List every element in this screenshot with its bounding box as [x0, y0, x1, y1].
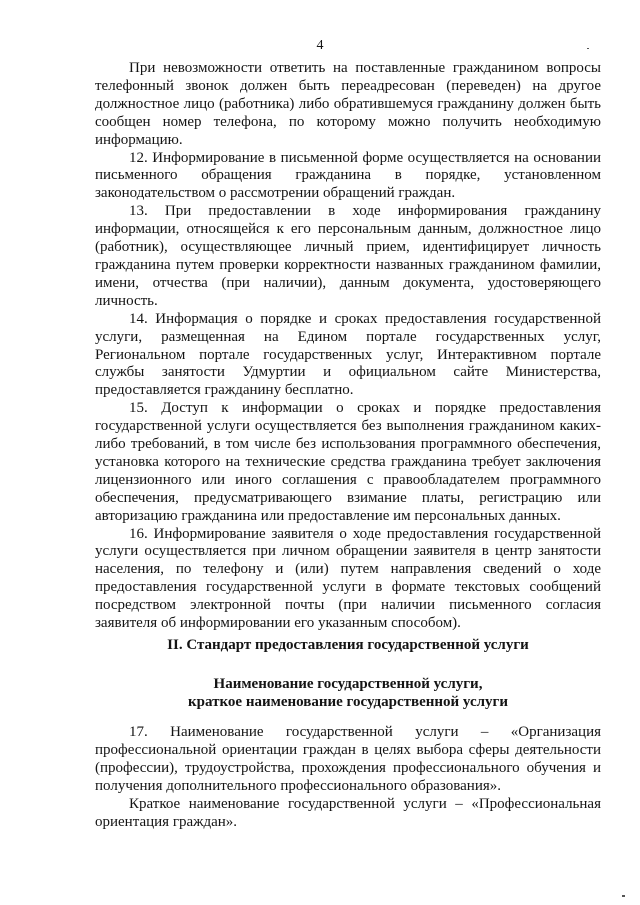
paragraph-17: 17. Наименование государственной услуги – «Организация профессиональной ориентации граждан в целях выбора сферы деятельности (профессии), трудоустройства, прохождения профессионального обучения и получения дополнительного профессионального образования».	[95, 724, 601, 794]
sub-heading	[95, 675, 601, 711]
body-text-block	[95, 60, 601, 633]
scan-speck	[622, 895, 625, 897]
page-number: 4	[316, 38, 324, 53]
paragraph-short-name: Краткое наименование государственной услуги – «Профессиональная ориентация граждан».	[95, 795, 601, 830]
sub-heading-line-2: краткое наименование государственной услуги	[188, 694, 508, 710]
paragraph: При невозможности ответить на поставленные гражданином вопросы телефонный звонок должен быть переадресован (переведен) на другое должностное лицо (работника) либо обратившемуся гражданину должен быть сообщен номер телефона, по которому можно получить необходимую информацию.	[95, 60, 601, 148]
scan-speck	[587, 48, 589, 49]
paragraph-15: 15. Доступ к информации о сроках и порядке предоставления государственной услуги осуществляется без выполнения гражданином каких-либо требований, в том числе без использования программного обеспечения, установка которого на технические средства гражданина требует заключения лицензионного или иного соглашения с правообладателем программного обеспечения, предусматривающего взимание платы, регистрацию или авторизацию гражданина или предоставление им персональных данных.	[95, 400, 601, 524]
body-text-block-2	[95, 724, 601, 831]
paragraph-16: 16. Информирование заявителя о ходе предоставления государственной услуги осуществляется при личном обращении заявителя в центр занятости населения, по телефону и (или) путем направления сведений о ходе предоставления государственной услуги в формате текстовых сообщений посредством электронной почты (при наличии письменного согласия заявителя об информировании его указанным способом).	[95, 525, 601, 632]
paragraph-13: 13. При предоставлении в ходе информирования гражданину информации, относящейся к его персональным данным, должностное лицо (работник), осуществляющее личный прием, идентифицирует личность гражданина путем проверки корректности названных гражданином фамилии, имени, отчества (при наличии), данным документа, удостоверяющего личность.	[95, 203, 601, 309]
sub-heading-line-1: Наименование государственной услуги,	[213, 676, 483, 692]
paragraph-12: 12. Информирование в письменной форме осуществляется на основании письменного обращения гражданина в порядке, установленном законодательством о рассмотрении обращений граждан.	[95, 149, 601, 202]
section-heading: II. Стандарт предоставления государственной услуги	[167, 637, 529, 653]
paragraph-14: 14. Информация о порядке и сроках предоставления государственной услуги, размещенная на Едином портале государственных услуг, Региональном портале государственных услуг, Интерактивном портале службы занятости Удмуртии и официальном сайте Министерства, предоставляется гражданину бесплатно.	[95, 310, 601, 399]
